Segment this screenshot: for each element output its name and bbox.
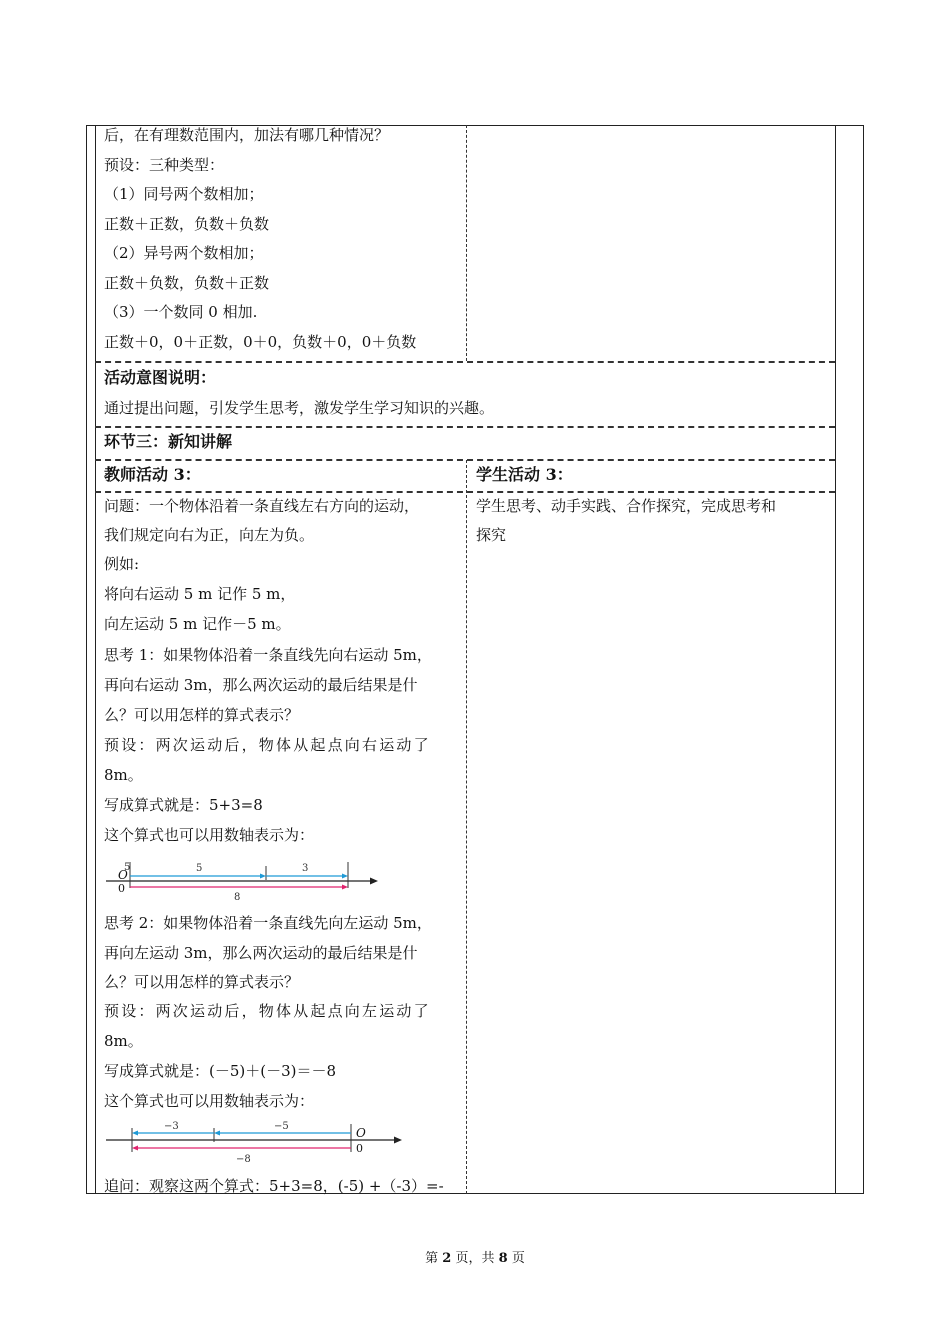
segment-total-label: 8	[234, 892, 241, 903]
text-line: 正数＋正数，负数＋负数	[104, 215, 270, 233]
text-line: 写成算式就是：5+3=8	[104, 796, 263, 814]
text-line: 写成算式就是：(－5)＋(－3)＝－8	[104, 1062, 337, 1080]
segment-3-label: 3	[302, 863, 309, 874]
text-line: 例如:	[104, 555, 140, 573]
student-activity-heading: 学生活动 3：	[476, 465, 573, 484]
number-line-diagram-2	[106, 1120, 406, 1168]
intent-heading: 活动意图说明：	[104, 368, 217, 387]
text-line: 再向右运动 3m，那么两次运动的最后结果是什	[104, 676, 418, 694]
left-inner-border	[95, 125, 96, 1194]
text-line: 将向右运动 5 m 记作 5 m，	[104, 585, 296, 603]
row-divider-3	[95, 459, 835, 461]
segment-total-arrow	[342, 885, 348, 890]
origin-label: O	[356, 1126, 366, 1140]
segment-minus-3-arrow	[132, 1131, 138, 1136]
page-footer	[0, 1247, 950, 1266]
origin-label: O	[118, 868, 128, 882]
text-line: 再向左运动 3m，那么两次运动的最后结果是什	[104, 944, 418, 962]
text-line: 8m。	[104, 766, 143, 784]
text-line-last: 追问：观察这两个算式：5+3=8，(-5) +（-3）=-	[104, 1177, 444, 1195]
text-line: 后，在有理数范围内，加法有哪几种情况？	[104, 126, 390, 144]
segment-total-label: −8	[236, 1154, 251, 1165]
segment-minus-3-label: −3	[164, 1121, 179, 1132]
right-column-border	[835, 125, 836, 1194]
zero-label: 0	[356, 1142, 363, 1155]
intent-text: 通过提出问题，引发学生思考，激发学生学习知识的兴趣。	[104, 399, 495, 417]
segment-5-arrow	[260, 874, 266, 879]
section-heading: 环节三：新知讲解	[104, 432, 233, 451]
text-line: 预设：三种类型：	[104, 156, 225, 174]
footer-page-number: 2	[442, 1251, 452, 1266]
text-line: 么？可以用怎样的算式表示？	[104, 706, 300, 724]
axis-arrow	[394, 1137, 402, 1144]
segment-3-arrow	[342, 874, 348, 879]
student-activity-line: 学生思考、动手实践、合作探究，完成思考和	[476, 497, 777, 515]
student-activity-line: 探究	[476, 526, 507, 544]
segment-5-label: 5	[196, 863, 203, 874]
text-line: 向左运动 5 m 记作－5 m。	[104, 615, 291, 633]
text-line: 么？可以用怎样的算式表示？	[104, 973, 300, 991]
axis-arrow	[370, 878, 378, 885]
text-line: 正数＋负数，负数＋正数	[104, 274, 270, 292]
text-line: 正数＋0，0＋正数，0＋0，负数＋0，0＋负数	[104, 333, 417, 351]
segment-total-arrow	[132, 1146, 138, 1151]
text-line: 思考 1：如果物体沿着一条直线先向右运动 5m，	[104, 646, 432, 664]
text-line: 我们规定向右为正，向左为负。	[104, 526, 315, 544]
footer-prefix: 第	[425, 1251, 439, 1266]
text-line: 预设：两次运动后，物体从起点向左运动了	[104, 1002, 431, 1020]
text-line: （2）异号两个数相加；	[104, 244, 264, 262]
column-divider-bottom	[466, 460, 467, 1194]
text-line: 预设：两次运动后，物体从起点向右运动了	[104, 736, 431, 754]
text-line: （1）同号两个数相加；	[104, 185, 264, 203]
footer-suffix: 页	[511, 1251, 525, 1266]
segment-minus-5-label: −5	[274, 1121, 289, 1132]
text-line: 这个算式也可以用数轴表示为：	[104, 1092, 315, 1110]
teacher-activity-heading: 教师活动 3：	[104, 465, 201, 484]
footer-mid: 页，共	[455, 1251, 495, 1266]
zero-label: 0	[118, 882, 125, 895]
footer-total-pages: 8	[498, 1251, 508, 1266]
text-line: 8m。	[104, 1032, 143, 1050]
text-line: （3）一个数同 0 相加.	[104, 303, 258, 321]
number-line-diagram-1	[106, 856, 386, 906]
text-line: 这个算式也可以用数轴表示为：	[104, 826, 315, 844]
seg1-label: 5	[124, 862, 131, 873]
text-line: 思考 2：如果物体沿着一条直线先向左运动 5m，	[104, 914, 432, 932]
segment-minus-5-arrow	[214, 1131, 220, 1136]
text-line: 问题：一个物体沿着一条直线左右方向的运动，	[104, 497, 420, 515]
column-divider-top	[466, 125, 467, 361]
